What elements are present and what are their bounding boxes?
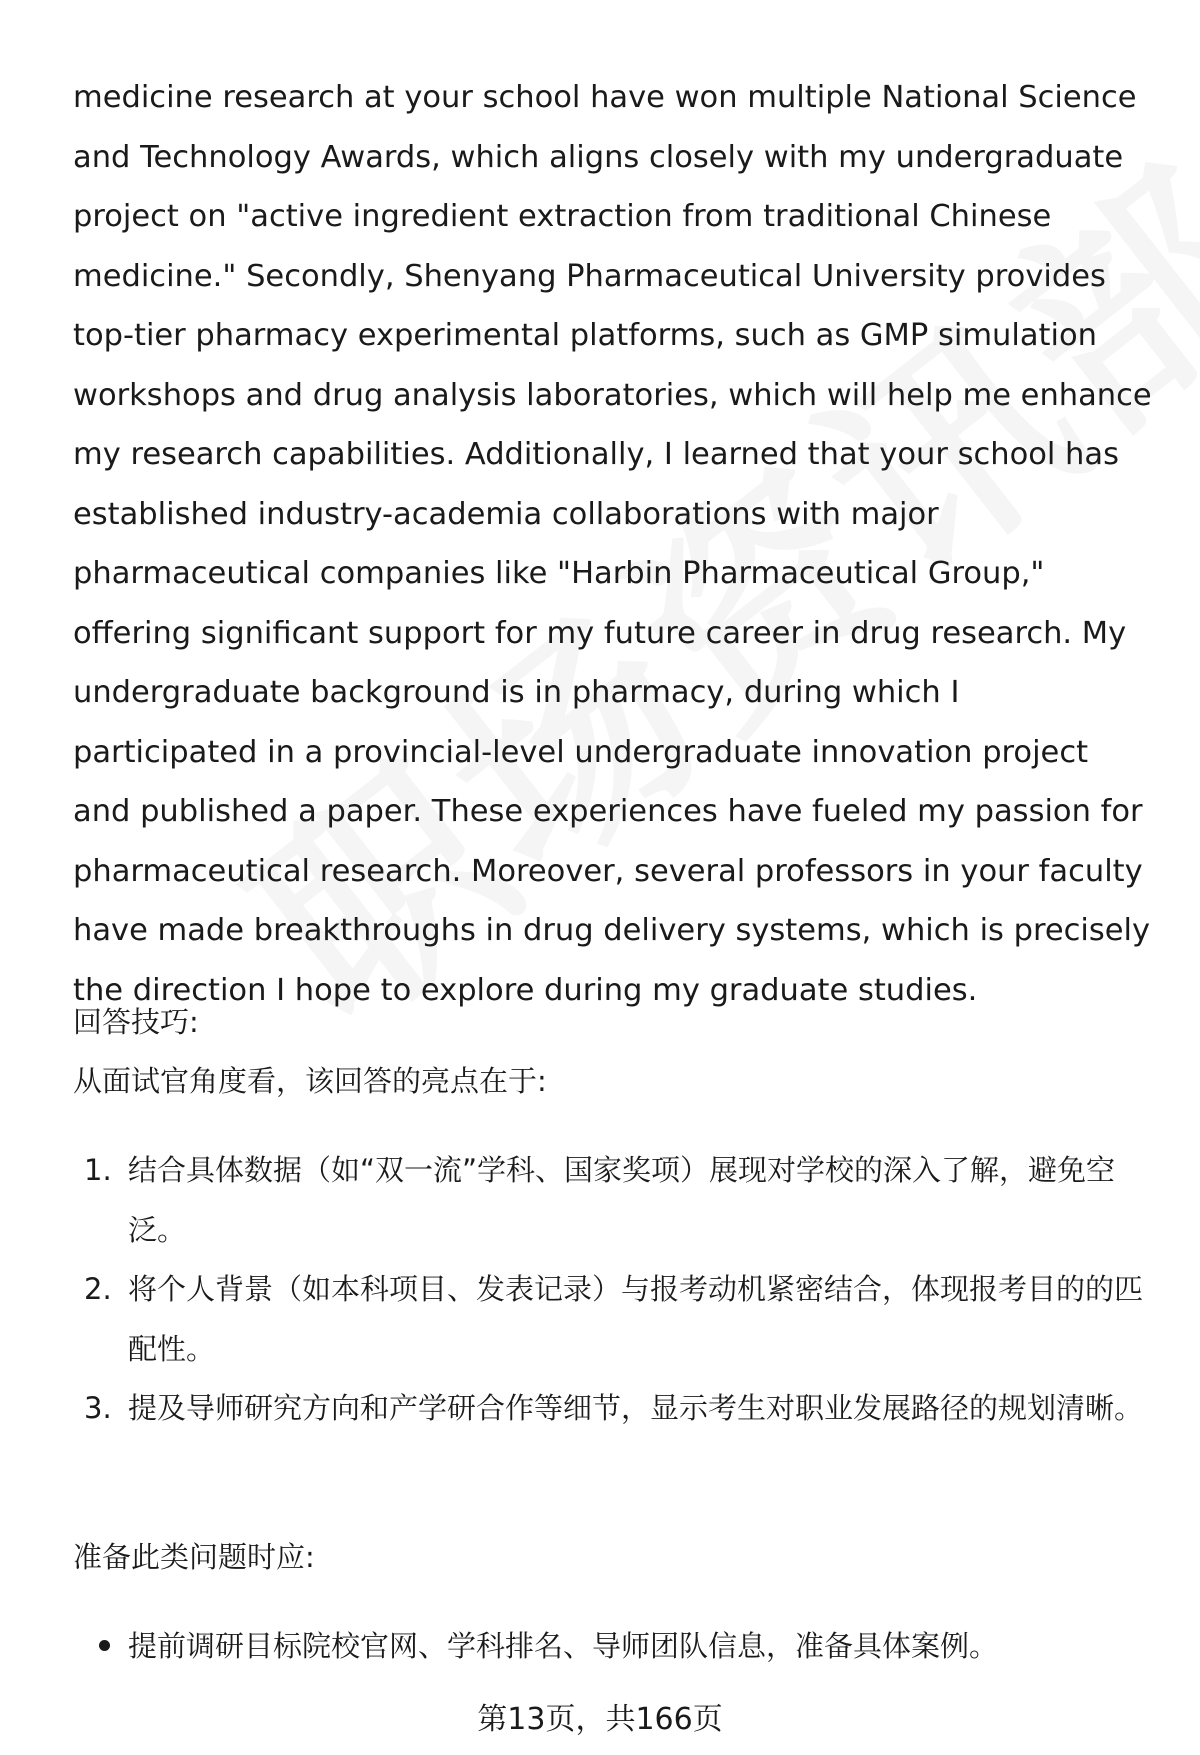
list-item bbox=[73, 1626, 1153, 1666]
list-item-text: 结合具体数据（如“双一流”学科、国家奖项）展现对学校的深入了解，避免空泛。 bbox=[128, 1153, 1116, 1247]
list-item bbox=[73, 1260, 1153, 1379]
list-item-text: 提前调研目标院校官网、学科排名、导师团队信息，准备具体案例。 bbox=[128, 1629, 999, 1663]
list-number: 1. bbox=[84, 1153, 112, 1187]
tips-heading: 回答技巧: bbox=[73, 1005, 199, 1039]
page-footer: 第13页，共166页 bbox=[477, 1702, 723, 1737]
highlights-list bbox=[73, 1141, 1153, 1439]
list-item bbox=[73, 1379, 1153, 1439]
list-item bbox=[73, 1141, 1153, 1260]
bullet-icon bbox=[99, 1640, 110, 1651]
list-item-text: 将个人背景（如本科项目、发表记录）与报考动机紧密结合，体现报考目的的匹配性。 bbox=[128, 1272, 1144, 1366]
prepare-heading: 准备此类问题时应: bbox=[73, 1540, 315, 1574]
list-number: 3. bbox=[84, 1391, 112, 1425]
list-item-text: 提及导师研究方向和产学研合作等细节，显示考生对职业发展路径的规划清晰。 bbox=[128, 1391, 1144, 1425]
answer-paragraph: medicine research at your school have won multiple National Science and Technology Awards, which aligns closely with my undergraduate project on "active ingredient extraction from traditional Chinese medicine." Secondly, Shenyang Pharmaceutical University provides top-tier pharmacy experimental platforms, such as GMP simulation workshops and drug analysis laboratories, which will help me enhance my research capabilities. Additionally, I learned that your school has established industry-academia collaborations with major pharmaceutical companies like "Harbin Pharmaceutical Group," offering significant support for my future career in drug research. My undergraduate background is in pharmacy, during which I participated in a provincial-level undergraduate innovation project and published a paper. These experiences have fueled my passion for pharmaceutical research. Moreover, several professors in your faculty have made breakthroughs in drug delivery systems, which is precisely the direction I hope to explore during my graduate studies. bbox=[73, 80, 1152, 1008]
list-number: 2. bbox=[84, 1272, 112, 1306]
tips-intro: 从面试官角度看，该回答的亮点在于: bbox=[73, 1064, 547, 1098]
